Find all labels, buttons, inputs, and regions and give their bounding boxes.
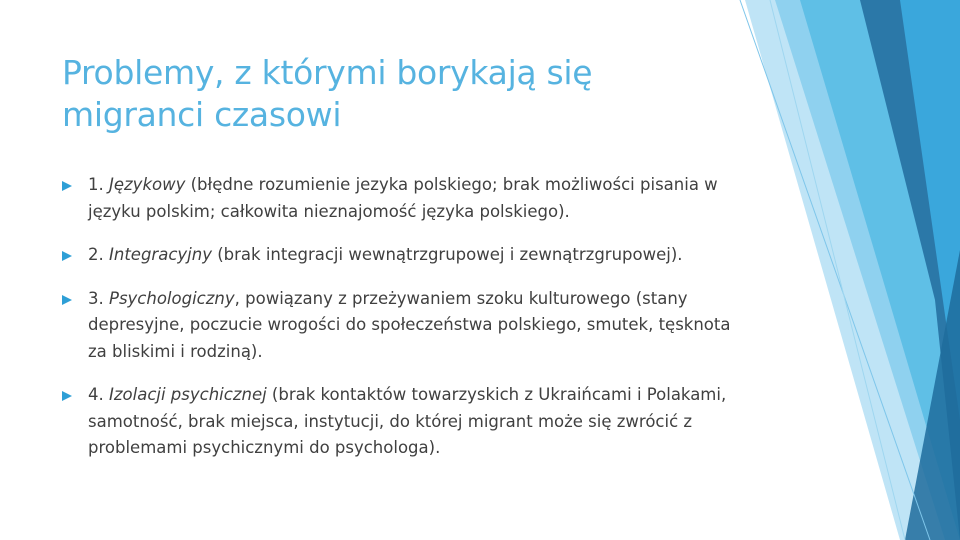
bullet-list: [62, 172, 742, 479]
bullet-keyword: Psychologiczny: [109, 288, 235, 308]
bullet-number: 1.: [88, 175, 104, 194]
bullet-keyword: Integracyjny: [109, 245, 212, 264]
bullet-arrow-icon: [62, 391, 72, 401]
bullet-item-4: [62, 382, 742, 462]
bullet-number: 3.: [88, 288, 104, 308]
bullet-keyword: Izolacji psychicznej: [109, 385, 267, 404]
bullet-item-1: [62, 172, 742, 225]
bullet-arrow-icon: [62, 181, 72, 191]
bullet-text: (brak kontaktów towarzyskich z Ukraińcami i Polakami, samotność, brak miejsca, instytucji, do której migrant może się zwrócić z problemami psychicznymi do psychologa).: [88, 385, 727, 457]
bullet-text: (błędne rozumienie jezyka polskiego; brak możliwości pisania w języku polskim; całkowita nieznajomość języka polskiego).: [88, 175, 718, 221]
bullet-text: , powiązany z przeżywaniem szoku kulturowego (stany depresyjne, poczucie wrogości do społeczeństwa polskiego, smutek, tęsknota za bliskimi i rodziną).: [88, 288, 731, 361]
bullet-arrow-icon: [62, 295, 72, 305]
bullet-number: 2.: [88, 245, 104, 264]
bullet-number: 4.: [88, 385, 104, 404]
bullet-keyword: Językowy: [109, 175, 186, 194]
bullet-text: (brak integracji wewnątrzgrupowej i zewnątrzgrupowej).: [211, 245, 683, 264]
bullet-arrow-icon: [62, 251, 72, 261]
bullet-item-3: [62, 286, 742, 366]
bullet-item-2: [62, 242, 742, 269]
slide-title: Problemy, z którymi borykają się migranci czasowi: [62, 53, 593, 134]
